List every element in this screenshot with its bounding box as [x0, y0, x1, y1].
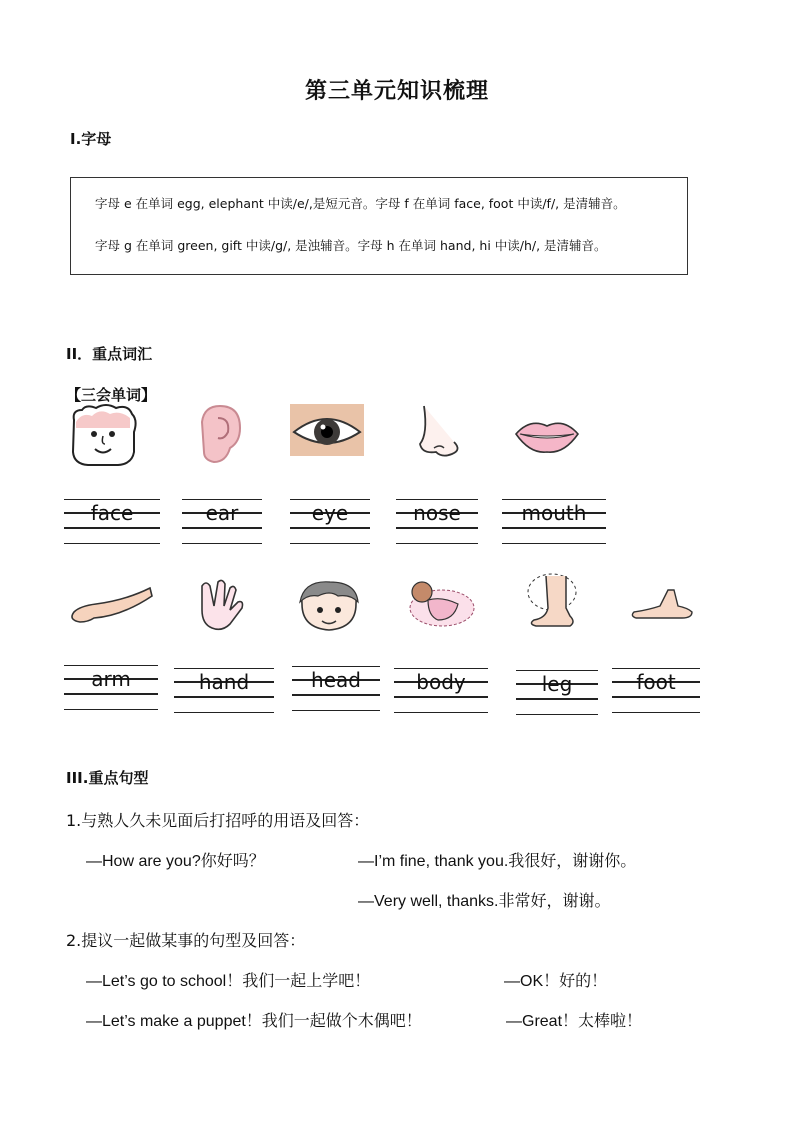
pattern-2-answer-2: —Great！太棒啦！ [506, 1013, 643, 1030]
pattern-2-answer-1: —OK！好的！ [504, 973, 608, 990]
arm-picture [66, 582, 154, 626]
word-cell-nose [396, 499, 478, 547]
section-3-heading: III.重点句型 [66, 769, 149, 787]
word-ear: ear [205, 501, 239, 525]
word-cell-hand [174, 668, 274, 714]
page-title: 第三单元知识梳理 [304, 79, 489, 104]
eye-picture [290, 404, 364, 456]
word-cell-mouth [502, 499, 606, 547]
word-cell-face [64, 499, 160, 547]
word-cell-body [394, 668, 488, 714]
word-cell-eye [290, 499, 370, 547]
word-body: body [416, 670, 466, 694]
word-cell-foot [612, 668, 700, 714]
hand-picture [192, 576, 248, 634]
nose-picture [414, 404, 466, 460]
ear-picture [196, 402, 244, 466]
mouth-picture [514, 418, 580, 454]
section-2-heading: II．重点词汇 [66, 345, 153, 363]
word-foot: foot [636, 670, 676, 694]
word-nose: nose [413, 501, 461, 525]
pattern-2-question-1: —Let’s go to school！我们一起上学吧！ [86, 973, 371, 990]
head-picture [294, 580, 364, 632]
word-hand: hand [198, 670, 250, 694]
word-arm: arm [91, 667, 131, 691]
word-leg: leg [541, 672, 573, 696]
body-picture [404, 574, 476, 630]
leg-picture [526, 572, 586, 630]
pattern-1-answer-2: —Very well, thanks.非常好，谢谢。 [358, 893, 611, 910]
face-picture [68, 402, 140, 468]
word-eye: eye [311, 501, 349, 525]
pattern-1-answer-1: —I’m fine, thank you.我很好，谢谢你。 [358, 853, 637, 870]
word-cell-ear [182, 499, 262, 547]
pattern-1-title: 1.与熟人久未见面后打招呼的用语及回答： [66, 811, 370, 830]
pattern-1-question: —How are you?你好吗？ [86, 853, 265, 870]
section-1-heading: Ⅰ.字母 [70, 130, 112, 148]
section-2-subheading: 【三会单词】 [66, 386, 157, 404]
word-head: head [311, 668, 361, 692]
word-mouth: mouth [521, 501, 587, 525]
letters-line-2: 字母 g 在单词 green, gift 中读/g/, 是浊辅音。字母 h 在单词 hand, hi 中读/h/, 是清辅音。 [95, 238, 607, 253]
pattern-2-title: 2.提议一起做某事的句型及回答： [66, 931, 306, 950]
letters-box [70, 177, 688, 275]
word-cell-leg [516, 670, 598, 716]
pattern-2-question-2: —Let’s make a puppet！我们一起做个木偶吧！ [86, 1013, 422, 1030]
word-face: face [90, 501, 134, 525]
word-cell-head [292, 666, 380, 712]
foot-picture [628, 588, 698, 620]
letters-line-1: 字母 e 在单词 egg, elephant 中读/e/,是短元音。字母 f 在单词 face, foot 中读/f/, 是清辅音。 [95, 196, 626, 211]
word-cell-arm [64, 665, 158, 711]
